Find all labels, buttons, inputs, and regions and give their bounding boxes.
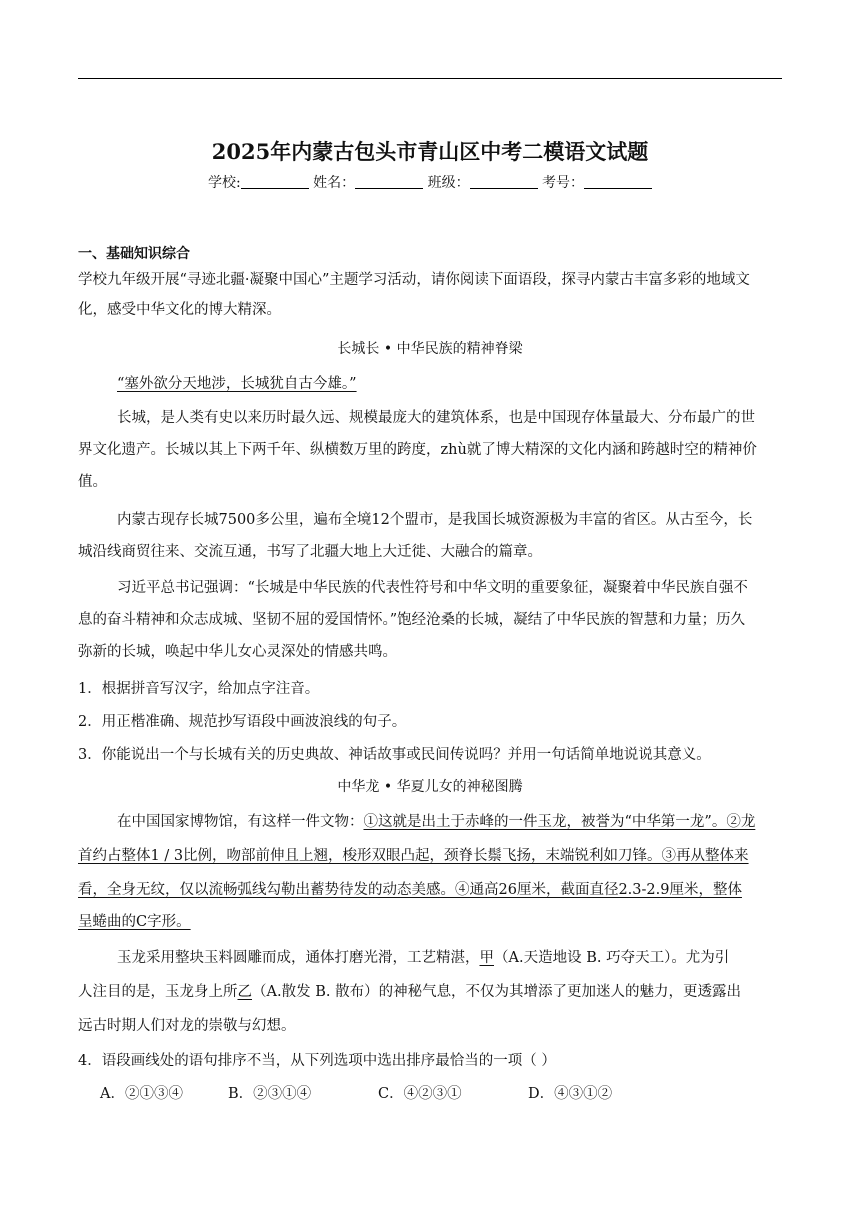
- page-title: 2025年内蒙古包头市青山区中考二模语文试题: [211, 139, 649, 164]
- passage1-p2-line2: 城沿线商贸往来、交流互通，书写了北疆大地上大迁徙、大融合的篇章。: [78, 544, 542, 560]
- passage2-p1-line4: 呈蜷曲的C字形。: [78, 914, 191, 930]
- student-info-line: [0, 172, 860, 192]
- passage2-p2-line2-b: （A.散发 B. 散布）的神秘气息，不仅为其增添了更加迷人的魅力，更透露出: [252, 984, 742, 1000]
- intro-line-2: 化，感受中华文化的博大精深。: [78, 302, 281, 318]
- passage2-p1-line2: 首约占整体1 / 3比例，吻部前伸且上翘，梭形双眼凸起，颈脊长鬃飞扬，末端锐利如刀锋。③再从整体来: [78, 848, 749, 864]
- passage1-p3-line2: 息的奋斗精神和众志成城、坚韧不屈的爱国情怀。”饱经沧桑的长城，凝结了中华民族的智慧和力量；历久: [78, 612, 746, 628]
- option-c[interactable]: C．④②③①: [378, 1086, 462, 1102]
- passage2-p1-line3: 看，全身无纹，仅以流畅弧线勾勒出蓄势待发的动态美感。④通高26厘米，截面直径2.3-2.9厘米，整体: [78, 882, 742, 898]
- name-label: 姓名：: [313, 175, 356, 191]
- passage2-p1-line1-underlined: ①这就是出土于赤峰的一件玉龙，被誉为“中华第一龙”。②龙: [363, 814, 756, 830]
- passage2-p2-line2: [78, 980, 741, 1001]
- intro-line-1: 学校九年级开展“寻迹北疆·凝聚中国心”主题学习活动，请你阅读下面语段，探寻内蒙古丰富多彩的地域文: [78, 272, 750, 288]
- section-heading: 一、基础知识综合: [78, 246, 190, 262]
- passage1-title: 长城长 • 中华民族的精神脊梁: [337, 341, 523, 357]
- passage2-p2-line2-a: 人注目的是，玉龙身上所: [78, 984, 238, 1000]
- passage1-quote: “塞外欲分天地涉，长城犹自古今雄。”: [117, 376, 357, 392]
- option-b[interactable]: B．②③①④: [228, 1086, 312, 1102]
- passage1-p1-line3: 值。: [78, 474, 107, 490]
- passage2-p2-line3: 远古时期人们对龙的崇敬与幻想。: [78, 1018, 296, 1034]
- option-d[interactable]: D．④③①②: [528, 1086, 613, 1102]
- school-label: 学校:: [207, 175, 241, 191]
- name-field[interactable]: [355, 174, 423, 189]
- question-4: 4．语段画线处的语句排序不当，从下列选项中选出排序最恰当的一项（ ）: [78, 1053, 556, 1069]
- blank-jia: 甲: [479, 950, 494, 966]
- question-2: 2．用正楷准确、规范抄写语段中画波浪线的句子。: [78, 714, 407, 730]
- question-3: 3．你能说出一个与长城有关的历史典故、神话故事或民间传说吗？并用一句话简单地说说其意义。: [78, 747, 711, 763]
- passage2-p2-line1: [117, 946, 729, 967]
- passage1-p3-line1: 习近平总书记强调：“长城是中华民族的代表性符号和中华文明的重要象征，凝聚着中华民族自强不: [117, 580, 748, 596]
- passage1-p1-line2: 界文化遗产。长城以其上下两千年、纵横数万里的跨度，zhù就了博大精深的文化内涵和跨越时空的精神价: [78, 442, 757, 458]
- passage2-p1-line1: [117, 810, 755, 831]
- passage1-p3-line3: 弥新的长城，唤起中华儿女心灵深处的情感共鸣。: [78, 644, 397, 660]
- option-a[interactable]: A．②①③④: [100, 1086, 183, 1102]
- exam-no-label: 考号：: [542, 175, 585, 191]
- exam-no-field[interactable]: [584, 174, 652, 189]
- class-label: 班级：: [427, 175, 470, 191]
- school-field[interactable]: [241, 174, 309, 189]
- passage1-p1-line1: 长城，是人类有史以来历时最久远、规模最庞大的建筑体系，也是中国现存体量最大、分布最广的世: [117, 410, 755, 426]
- class-field[interactable]: [470, 174, 538, 189]
- passage1-p2-line1: 内蒙古现存长城7500多公里，遍布全境12个盟市，是我国长城资源极为丰富的省区。从古至今，长: [117, 512, 753, 528]
- header-rule: [78, 78, 782, 79]
- question-1: 1．根据拼音写汉字，给加点字注音。: [78, 681, 320, 697]
- passage2-p2-line1-a: 玉龙采用整块玉料圆雕而成，通体打磨光滑，工艺精湛，: [117, 950, 480, 966]
- passage2-title: 中华龙 • 华夏儿女的神秘图腾: [337, 779, 523, 795]
- passage2-p2-line1-b: （A.天造地设 B. 巧夺天工）。尤为引: [494, 950, 730, 966]
- blank-yi: 乙: [237, 984, 252, 1000]
- passage2-p1-line1-plain: 在中国国家博物馆，有这样一件文物：: [117, 814, 364, 830]
